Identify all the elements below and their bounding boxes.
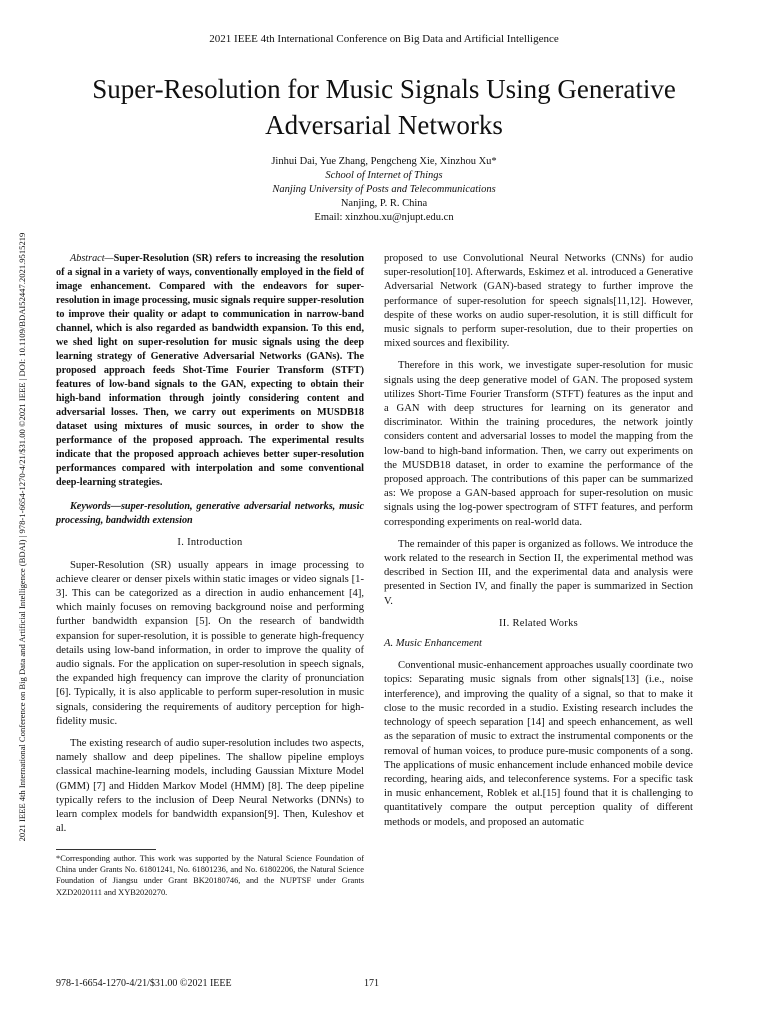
right-paragraph-1: proposed to use Convolutional Neural Networks (CNNs) for audio super-resolution[10]. Afterwards, Eskimez et al. introduced a Generative Adversarial Network (GAN)-based strategy to further improve the performance of super-resolution for speech signals[11,12]. However, despite of these works on audio super-resolution, it is still difficult for music signals to perform super-resolution, due to their properties on mixed sources and flexibility. <box>384 253 693 350</box>
paper-title <box>40 71 728 143</box>
left-column <box>56 252 364 836</box>
side-citation-strip: 2021 IEEE 4th International Conference on Big Data and Artificial Intelligence (BDAI) | 978-1-6654-1270-4/21/$31.00 ©2021 IEEE | DOI: 10.1109/BDAI52447.2021.9515219 <box>17 232 27 842</box>
right-column <box>384 252 693 830</box>
author-block <box>0 155 768 225</box>
abstract-body: Super-Resolution (SR) refers to increasing the resolution of a signal in a variety of ways, conventionally employed in the field of image enhancement. Compared with the endeavors for super-resolution in image processing, music signals require supper-resolution to improve their quality or adapt to communication in narrow-band channel, which is also regarded as bandwidth expansion. To this end, we shed light on super-resolution for music signals using the deep learning strategy of Generative Adversarial Networks (GANs). The proposed approach feeds Shot-Time Fourier Transform (STFT) features of low-band signals to the GAN, expecting to obtain their high-band information through jointly considering content and adversarial losses. Then, we carry out experiments on MUSDB18 dataset using mixtures of music sources, in order to show the performance of the proposed approach. The experimental results indicate that the proposed approach achieves better super-resolution performances compared with interpolation and some conventional deep-learning strategies. <box>56 253 364 488</box>
keywords: Keywords—super-resolution, generative adversarial networks, music processing, bandwidth extension <box>56 501 364 527</box>
footer-isbn: 978-1-6654-1270-4/21/$31.00 ©2021 IEEE <box>56 978 232 989</box>
title-line-2: Adversarial Networks <box>265 110 503 140</box>
author-email: Email: xinzhou.xu@njupt.edu.cn <box>314 212 454 223</box>
affiliation-city: Nanjing, P. R. China <box>340 198 428 209</box>
section-heading-related-works: II. Related Works <box>499 617 578 629</box>
page-number: 171 <box>364 978 379 989</box>
author-names: Jinhui Dai, Yue Zhang, Pengcheng Xie, Xinzhou Xu* <box>271 156 497 167</box>
subsection-heading-music-enhancement: A. Music Enhancement <box>384 638 482 650</box>
affiliation-school: School of Internet of Things <box>325 170 443 181</box>
abstract-lead: Abstract— <box>70 253 114 264</box>
title-line-1: Super-Resolution for Music Signals Using Generative <box>92 74 676 104</box>
affiliation-university: Nanjing University of Posts and Telecommunications <box>272 184 496 195</box>
section-heading-introduction: I. Introduction <box>177 537 243 549</box>
right-paragraph-4: Conventional music-enhancement approaches usually coordinate two topics: Separating music signals from other signals[13] (i.e., noise interference), and improving the quality of a signal, so that to make it close to the music recorded in a studio. Existing research includes the technology of speech separation [14] and speech enhancement, as well as the separation of music to extract the instrumental components or the removal of human voices, to produce pure-music components of a song. The applications of music enhancement include enhanced mobile device recording, hearing aids, and teleconference systems. For a specific task in music enhancement, Roblek et al.[15] found that it is challenging to quantitatively compare the output perception quality of different methods or models, and proposed an automatic <box>384 660 693 828</box>
intro-paragraph-1: Super-Resolution (SR) usually appears in image processing to achieve clearer or denser pixels within static images or video signals [1-3]. This can be categorized as a direction in audio enhancement [4], which mainly focuses on removing background noise and performing further bandwidth expansion [5]. On the research of bandwidth expansion for super-resolution, it is possible to generate high-frequency details using low-band information, in order to improve the quality of audio signals. For the application on super-resolution in speech signals, the expanded high frequency can improve the clarity of pronunciation [6]. Typically, it is also applicable to perform super-resolution in music signals, considering the requirements of auditory perception for high-fidelity music. <box>56 559 364 727</box>
intro-paragraph-2: The existing research of audio super-resolution includes two aspects, namely shallow and deep pipelines. The shallow pipeline employs classical machine-learning models, including Gaussian Mixture Model (GMM) [7] and Hidden Markov Model (HMM) [8]. The deep pipeline typically refers to the inclusion of Deep Neural Networks (DNNs) to learn complex models for bandwidth expansion[9]. Then, Kuleshov et al. <box>56 738 364 835</box>
right-paragraph-3: The remainder of this paper is organized as follows. We introduce the work related to the research in Section II, the experimental method was described in Section III, and the experimental data and analysis were presented in Section IV, and finally the paper is summarized in Section V. <box>384 538 693 607</box>
abstract <box>56 252 364 490</box>
footnote: *Corresponding author. This work was supported by the Natural Science Foundation of China under Grants No. 61801241, No. 61801236, and No. 61802206, the Natural Science Foundation of Jiangsu under Grant BK20180746, and the NUPTSF under Grants XZD2020111 and XYB2020270. <box>56 854 364 897</box>
right-paragraph-2: Therefore in this work, we investigate super-resolution for music signals using the deep generative model of GAN. The proposed system utilizes Short-Time Fourier Transform (STFT) features as the input and a GAN with deep structures for learning on its generator and discriminator. Within the training procedures, the network jointly considers content and adversarial losses to model the mapping from the low-band to high-band information. Then, we carry out experiments on the MUSDB18 dataset, in order to examine the performance of the proposed approach. The contributions of this paper can be summarized as: We propose a GAN-based approach for super-resolution on music signals using the log-power spectrogram of STFT features, and perform corresponding experiments on real-world data. <box>384 360 693 528</box>
footnote-divider <box>56 849 156 850</box>
conference-header: 2021 IEEE 4th International Conference on Big Data and Artificial Intelligence <box>209 33 559 45</box>
